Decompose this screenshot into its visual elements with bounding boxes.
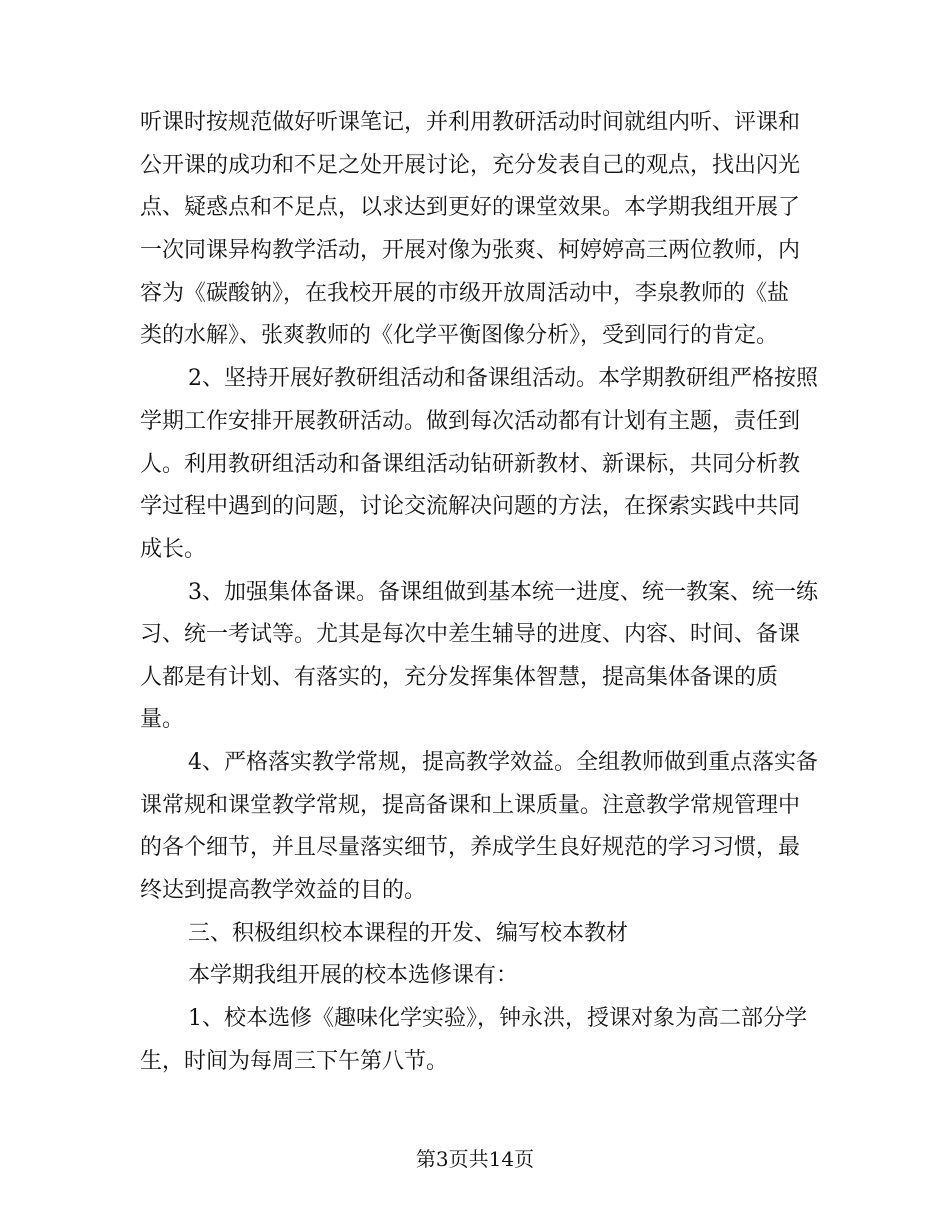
text-line: 类的水解》、张爽教师的《化学平衡图像分析》，受到同行的肯定。 (140, 323, 779, 348)
text-line: 人。利用教研组活动和备课组活动钻研新教材、新课标，共同分析教 (140, 452, 801, 477)
text-line: 终达到提高教学效益的目的。 (140, 878, 427, 903)
paragraph-start-line: 本学期我组开展的校本选修课有： (188, 963, 519, 988)
paragraph-start-line: 1、校本选修《趣味化学实验》，钟永洪，授课对象为高二部分学 (188, 1006, 807, 1031)
paragraph-start-line: 4、严格落实教学常规，提高教学效益。全组教师做到重点落实备 (188, 750, 818, 775)
text-line: 生，时间为每周三下午第八节。 (140, 1049, 449, 1074)
text-line: 学过程中遇到的问题，讨论交流解决问题的方法，在探索实践中共同 (140, 494, 801, 519)
text-line: 课常规和课堂教学常规，提高备课和上课质量。注意教学常规管理中 (140, 793, 801, 818)
text-line: 听课时按规范做好听课笔记，并利用教研活动时间就组内听、评课和 (140, 110, 801, 135)
text-line: 点、疑惑点和不足点，以求达到更好的课堂效果。本学期我组开展了 (140, 195, 801, 220)
text-line: 成长。 (140, 537, 207, 562)
paragraph-start-line: 3、加强集体备课。备课组做到基本统一进度、统一教案、统一练 (188, 580, 818, 605)
text-line: 习、统一考试等。尤其是每次中差生辅导的进度、内容、时间、备课 (140, 622, 801, 647)
section-heading: 三、积极组织校本课程的开发、编写校本教材 (188, 921, 629, 946)
text-line: 的各个细节，并且尽量落实细节，养成学生良好规范的学习习惯，最 (140, 835, 801, 860)
text-line: 容为《碳酸钠》，在我校开展的市级开放周活动中，李泉教师的《盐 (140, 281, 790, 306)
paragraph-start-line: 2、坚持开展好教研组活动和备课组活动。本学期教研组严格按照 (188, 366, 818, 391)
page-number: 第3页共14页 (415, 1147, 535, 1171)
text-line: 学期工作安排开展教研活动。做到每次活动都有计划有主题，责任到 (140, 409, 801, 434)
text-line: 一次同课异构教学活动，开展对像为张爽、柯婷婷高三两位教师，内 (140, 238, 801, 263)
text-line: 人都是有计划、有落实的，充分发挥集体智慧，提高集体备课的质 (140, 665, 779, 690)
text-line: 量。 (140, 707, 185, 732)
text-line: 公开课的成功和不足之处开展讨论，充分发表自己的观点，找出闪光 (140, 153, 801, 178)
